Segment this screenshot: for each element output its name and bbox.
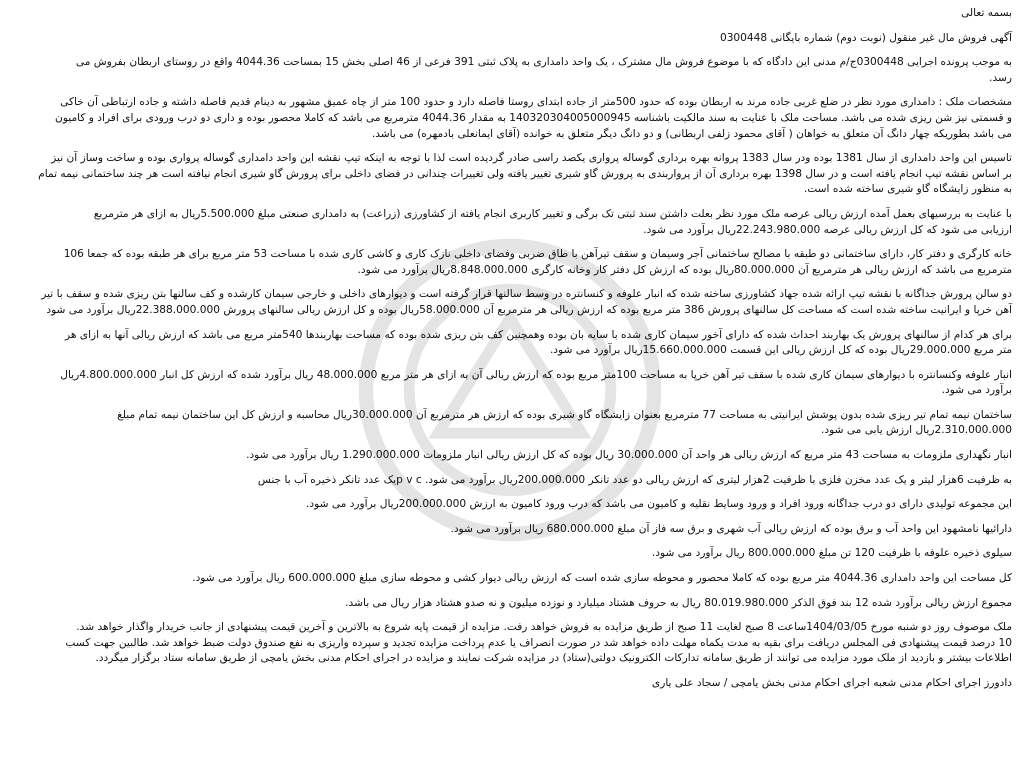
notice-paragraph xyxy=(10,408,1012,439)
notice-paragraph xyxy=(10,448,1012,464)
paragraph-line: با عنایت به بررسیهای بعمل آمده ارزش ریالی عرصه ملک مورد نظر بعلت داشتن سند ثبتی تک برگی و تغییر کاربری انجام یافته از کشاورزی (زراعت) به دامداری صنعتی مبلغ 5.500.000ریال به ازای هر مترمربع xyxy=(93,207,1012,220)
paragraph-line: سیلوی ذخیره علوفه با ظرفیت 120 تن مبلغ 800.000.000 ریال برآورد می شود. xyxy=(651,547,1012,560)
notice-paragraph xyxy=(10,522,1012,538)
notice-paragraph xyxy=(10,368,1012,399)
notice-paragraph xyxy=(10,571,1012,587)
notice-paragraph xyxy=(10,328,1012,359)
paragraph-line: 10 درصد قیمت پیشنهادی فی المجلس دریافت برای بقیه به مدت یکماه مهلت داده خواهد شد در صورت انصراف یا عدم پرداخت مزایده تجدید و سپرده واریزی به نفع صندوق دولت ضبط خواهد شد. طالبین جهت کسب xyxy=(65,636,1012,649)
paragraph-line: دارائیها نامشهود این واحد آب و برق بوده که ارزش ریالی آب شهری و برق سه فاز آن مبلغ 680.000.000 ریال برآورد می شود. xyxy=(450,522,1012,535)
paragraph-line: و قسمتی نیز شن ریزی شده می باشد. مساحت ملک با عنایت به سند مالکیت باشناسه 140320304005000945 به مقدار 4044.36 مترمربع می باشد که کاملا محصور بوده و داری دو درب ورودی برای افراد و کامیون xyxy=(55,111,1012,124)
paragraph-line: انبار نگهداری ملزومات به مساحت 43 متر مربع که ارزش ریالی هر واحد آن 30.000.000 ریال بوده که کل ارزش ریالی انبار ملزومات 1.290.000.000 ریال برآورد می شود. xyxy=(246,449,1012,462)
notice-paragraph xyxy=(10,546,1012,562)
paragraph-line: 2.310.000.000ریال ارزش یابی می شود. xyxy=(821,424,1012,437)
notice-title: آگهی فروش مال غیر منقول (نوبت دوم) شماره بایگانی 0300448 xyxy=(719,31,1012,44)
paragraph-line: ساختمان نیمه تمام تیر ریزی شده بدون پوشش ایرانیتی به مساحت 77 مترمربع بعنوان زایشگاه گاو شیری بوده که ارزش هر مترمربع آن 30.000.000ریال محاسبه و ارزش کل این ساختمان نیمه تمام مبلغ xyxy=(117,408,1012,421)
paragraph-line: به موجب پرونده اجرایی 0300448ج/م مدنی این دادگاه که با موضوع فروش مال مشترک ، یک واحد دامداری به پلاک ثبتی 391 فرعی از 46 اصلی بخش 15 بمساحت 4044.36 واقع در روستای اربطان بفروش می xyxy=(75,56,1012,69)
notice-paragraph xyxy=(10,473,1012,489)
paragraph-line: اطلاعات بیشتر و بازدید از ملک مورد مزایده می توانند از طریق سامانه تدارکات الکترونیک دولتی(ستاد) در مزایده شرکت نمایند و مزایده در اجرای احکام مدنی بخش یامچی از طریق سامانه ستاد برگزار میگردد. xyxy=(95,652,1012,665)
paragraph-line: دو سالن پرورش جداگانه با نقشه تیپ ارائه شده جهاد کشاورزی ساخته شده که انبار علوفه و کنسانتره در وسط سالنها قرار گرفته است و دیوارهای داخلی و خارجی سیمان کارشده و کف سالنها بتن ریزی شده و سقف با تیر xyxy=(41,288,1012,301)
notice-paragraph xyxy=(10,151,1012,198)
notice-paragraph xyxy=(10,497,1012,513)
paragraph-line: دادورز اجرای احکام مدنی شعبه اجرای احکام مدنی بخش یامچی / سجاد علی یاری xyxy=(651,677,1012,689)
notice-body xyxy=(10,55,1012,691)
notice-paragraph xyxy=(10,95,1012,142)
paragraph-line: آهن خرپا و ایرانیت ساخته شده است که مساحت کل سالنهای پرورش 386 متر مربع بوده که ارزش ریالی هر مترمربع آن 58.000.000ریال بوده و کل ارزش ریالی سالنهای پرورش 22.388.000.000ریال برآورد می شود xyxy=(46,303,1012,316)
notice-paragraph xyxy=(10,247,1012,278)
notice-paragraph xyxy=(10,207,1012,238)
paragraph-line: مشخصات ملک : دامداری مورد نظر در ضلع غربی جاده مرند به اربطان بوده که حدود 500متر از جاده ابتدای روستا فاصله دارد و حدود 100 متر از چاه عمیق مشهور به دینام قدیم فاصله داشته و جاده ارتباطی آن خاکی xyxy=(60,96,1012,109)
paragraph-line: رسد. xyxy=(989,71,1012,84)
paragraph-line: انبار علوفه وکنسانتره با دیوارهای سیمان کاری شده با سقف تیر آهن خرپا به مساحت 100متر مربع بوده که ارزش ریالی آن به ازای هر متر مربع 48.000.000 ریال برآورد شده که ارزش کل انبار 4.800.000.000ریال xyxy=(60,368,1012,381)
paragraph-line: تاسیس این واحد دامداری از سال 1381 بوده ودر سال 1383 پروانه بهره برداری گوساله پرواری یکصد راسی صادر گردیده است لذا با توجه به اینکه تیپ نقشه این واحد دامداری گوساله پرواری بوده و ساخت وساز آن نیز xyxy=(51,152,1012,165)
notice-paragraph xyxy=(10,55,1012,86)
notice-paragraph xyxy=(10,620,1012,667)
paragraph-line: برای هر کدام از سالنهای پرورش یک بهاربند احداث شده که دارای آخور سیمان کاری شده با سایه بان بوده وهمچنین کف بتن ریزی شده بوده که مساحت بهاربندها 540متر مربع می باشد که ارزش ریالی آنها به ازای هر xyxy=(64,328,1012,341)
paragraph-line: به منظور زایشگاه گاو شیری ساخته شده است. xyxy=(803,183,1012,196)
paragraph-line: متر مربع 29.000.000ریال بوده که کل ارزش ریالی این قسمت 15.660.000.000ریال برآورد می شود. xyxy=(549,344,1012,357)
paragraph-line: برآورد می شود. xyxy=(941,384,1012,397)
notice-paragraph xyxy=(10,287,1012,318)
paragraph-line: کل مساحت این واحد دامداری 4044.36 متر مربع بوده که کاملا محصور و محوطه سازی شده است که ارزش ریالی دیوار کشی و محوطه سازی مبلغ 600.000.000 ریال برآورد می شود. xyxy=(192,572,1012,585)
paragraph-line: مترمربع می باشد که ارزش ریالی هر مترمربع آن 80.000.000ریال بوده که ارزش کل دفتر کار وخانه کارگری 8.848.000.000ریال برآورد می شود. xyxy=(357,263,1012,276)
paragraph-line: به ظرفیت 6هزار لیتر و یک عدد مخزن فلزی با ظرفیت 2هزار لیتری که ارزش ریالی دو عدد تانکر 200.000.000ریال برآورد می شود. p v cیک عدد تانکر ذخیره آب با جنس xyxy=(257,473,1012,486)
paragraph-line: ملک موصوف روز دو شنبه مورخ 1404/03/05ساعت 8 صبح لغایت 11 صبح از طریق مزایده به فروش خواهد رفت. مزایده از قیمت پایه شروع به بالاترین و آخرین قیمت پیشنهادی از جانب خریدار واگذار خواهد شد. xyxy=(76,621,1012,634)
notice-paragraph xyxy=(10,676,1012,692)
paragraph-line: این مجموعه تولیدی دارای دو درب جداگانه ورود افراد و ورود وسایط نقلیه و کامیون می باشد که درب ورود کامیون به ارزش 200.000.000ریال برآورد می شود. xyxy=(306,498,1012,511)
paragraph-line: بر اساس نقشه تیپ انجام یافته است و در سال 1398 بهره برداری آن از پرواربندی به پرورش گاو شیری تغییر یافته ولی تغییرات چندانی در فضای داخلی برای پرورش گاو شیری انجام نیافته است هر چند ساختمانی نیمه تمام xyxy=(38,167,1012,180)
paragraph-line: مجموع ارزش ریالی برآورد شده 12 بند فوق الذکر 80.019.980.000 ریال به حروف هشتاد میلیارد و نوزده میلیون و نه صدو هشتاد هزار ریال می باشد. xyxy=(345,596,1012,609)
paragraph-line: ارزیابی می شود که کل ارزش ریالی عرصه 22.243.980.000ریال برآورد می شود. xyxy=(643,223,1012,236)
notice-paragraph xyxy=(10,596,1012,612)
bismillah-heading: بسمه تعالی xyxy=(961,7,1012,19)
paragraph-line: خانه کارگری و دفتر کار، دارای ساختمانی دو طبقه با مصالح ساختمانی آجر وسیمان و سقف تیرآهن با طاق ضربی وفضای داخلی نازک کاری و کاشی کاری شده با مساحت 53 متر مربع برای هر طبقه بوده که جمعا 106 xyxy=(63,248,1012,261)
paragraph-line: می باشد بطوریکه چهار دانگ آن متعلق به خواهان ( آقای محمود زلفی اربطانی) و دو دانگ دیگر متعلق به خوانده (آقای ایمانعلی بادمهره) می باشد. xyxy=(371,127,1012,140)
